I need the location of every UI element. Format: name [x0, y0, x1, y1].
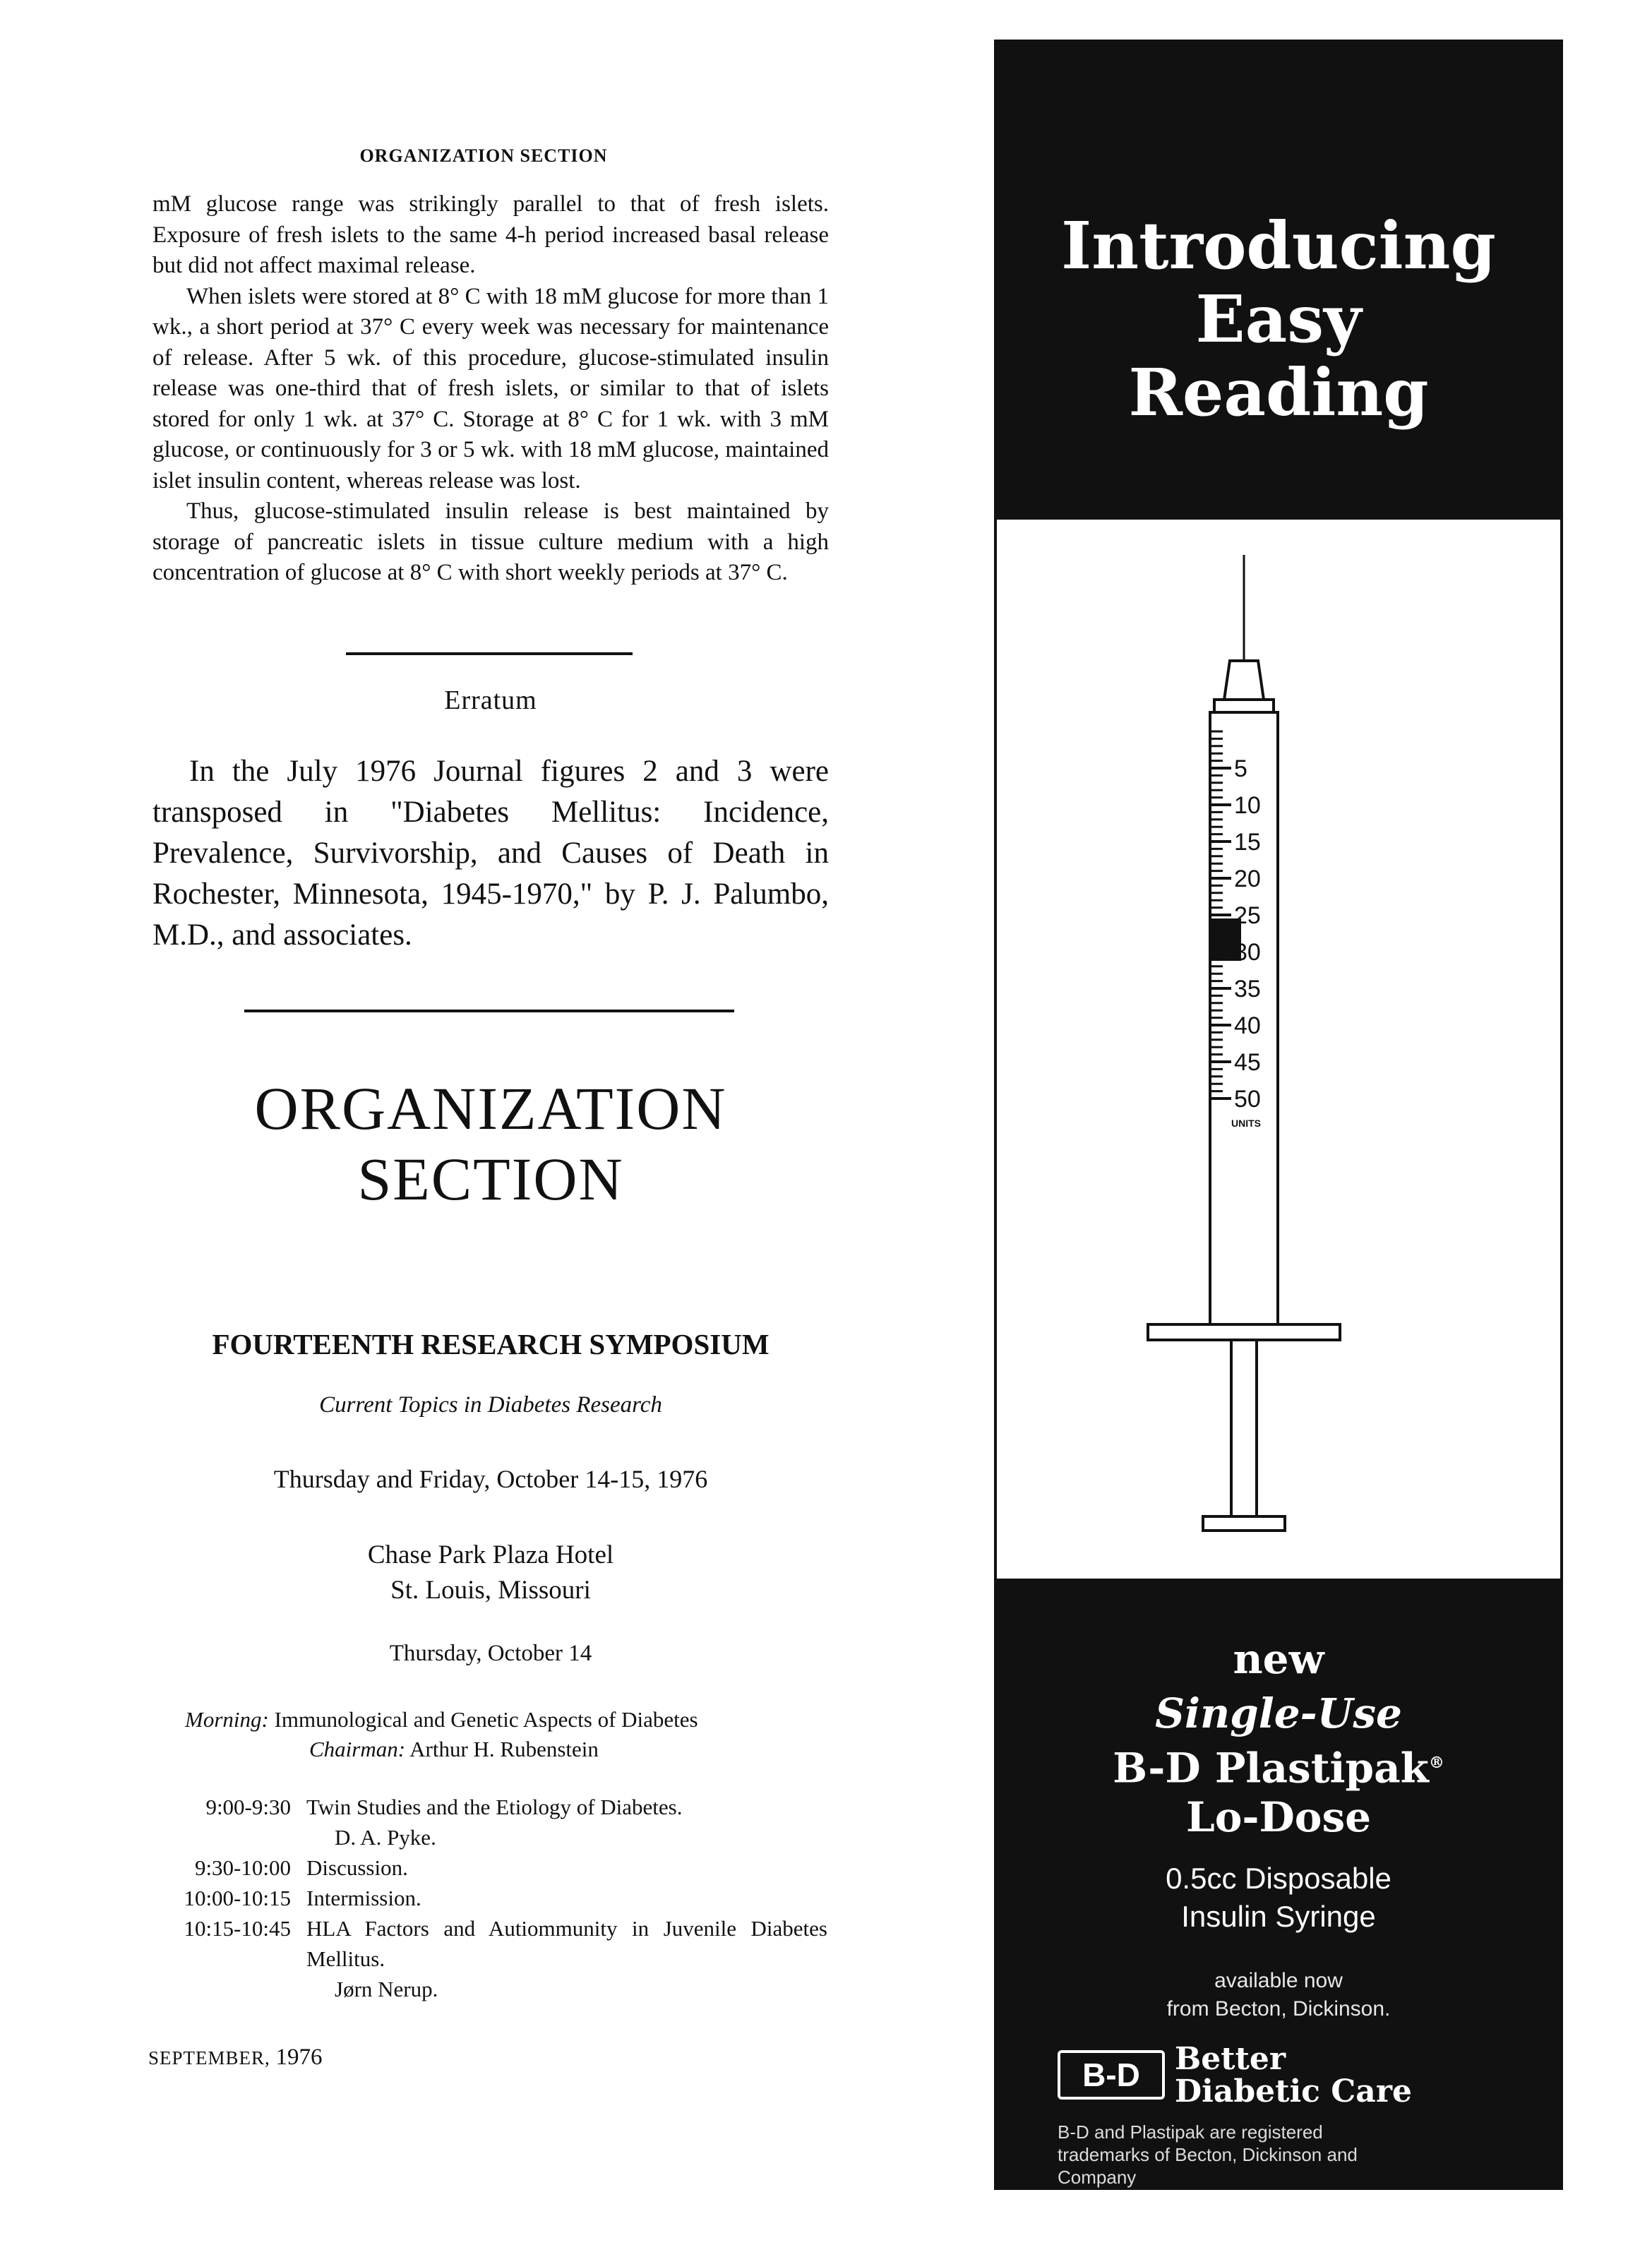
ad-availability: [994, 1967, 1563, 2023]
syringe-scale-label: 25: [1234, 902, 1261, 929]
ad-headline-line-2: Easy: [1195, 281, 1362, 357]
bd-tagline-line-1: Better: [1175, 2041, 1286, 2077]
ad-image-panel: [994, 520, 1563, 1579]
ad-product-line-2: [994, 1738, 1563, 1792]
chairman-label: Chairman:: [309, 1737, 406, 1761]
symposium-subtitle: Current Topics in Diabetes Research: [319, 1392, 662, 1418]
schedule-desc: Discussion.: [306, 1855, 408, 1880]
schedule-row: [150, 1792, 827, 1852]
registered-mark: ®: [1428, 1754, 1444, 1772]
schedule-desc: [306, 1792, 827, 1852]
symposium-title: FOURTEENTH RESEARCH SYMPOSIUM: [212, 1328, 770, 1360]
schedule-row: [150, 1913, 827, 2004]
syringe-scale-label: 35: [1234, 976, 1261, 1002]
syringe-scale-label: 50: [1234, 1086, 1261, 1113]
footer-year: 1976: [275, 2045, 323, 2070]
ad-product-brand: B-D Plastipak: [1113, 1744, 1429, 1792]
syringe-illustration: [997, 520, 1560, 1579]
ad-headline: [994, 209, 1563, 429]
syringe-units-label: UNITS: [1231, 1118, 1261, 1129]
divider-rule: [346, 652, 633, 655]
body-paragraph-2: When islets were stored at 8° C with 18 mM glucose for more than 1 wk., a short period at 37° C every week was necessary for maintenance of release. After 5 wk. of this procedure, glucose-stimulated insulin release was one-third that of fresh islets, or similar to that of islets stored for only 1 wk. at 37° C. Storage at 8° C for 1 wk. with 3 mM glucose, or continuously for 3 or 5 wk. with 18 mM glucose, maintained islet insulin content, whereas release was lost.: [152, 283, 829, 493]
ad-product-line-1: Single-Use: [1155, 1689, 1402, 1737]
schedule-speaker: D. A. Pyke.: [335, 1825, 436, 1850]
schedule-title: HLA Factors and Autiommunity in Juvenile Diabetes Mellitus.: [306, 1916, 827, 1971]
syringe-needle-hub: [1224, 661, 1264, 700]
schedule-time: 10:00-10:15: [184, 1886, 291, 1910]
schedule: [150, 1792, 827, 2004]
ad-avail-line-1: available now: [1214, 1969, 1343, 1992]
ad-desc-line-1: 0.5cc Disposable: [1166, 1862, 1391, 1895]
schedule-speaker: Jørn Nerup.: [335, 1977, 438, 2001]
syringe-scale-label: 30: [1234, 939, 1261, 966]
syringe-scale-label: 15: [1234, 829, 1261, 856]
syringe-scale-label: 20: [1234, 866, 1261, 892]
bd-logo: B-D: [1058, 2050, 1165, 2100]
footer-month: SEPTEMBER,: [148, 2047, 270, 2069]
ad-new-label: new: [1233, 1635, 1324, 1683]
erratum-heading: Erratum: [444, 686, 537, 715]
syringe-scale-label: 45: [1234, 1049, 1261, 1076]
schedule-desc: Intermission.: [306, 1886, 421, 1910]
schedule-title: Twin Studies and the Etiology of Diabetes.: [306, 1795, 683, 1819]
ad-legal-text: [1058, 2121, 1481, 2189]
schedule-desc: [306, 1913, 827, 2004]
ad-headline-line-1: Introducing: [1061, 208, 1496, 284]
syringe-scale-label: 5: [1234, 755, 1247, 782]
ad-legal-line-1: B-D and Plastipak are registered: [1058, 2121, 1323, 2143]
ad-legal-line-3: Company: [1058, 2167, 1137, 2188]
venue-name: Chase Park Plaza Hotel: [367, 1540, 614, 1569]
schedule-time: 9:00-9:30: [205, 1795, 291, 1819]
day-heading: Thursday, October 14: [389, 1641, 592, 1666]
running-head: ORGANIZATION SECTION: [359, 145, 608, 166]
schedule-time: 9:30-10:00: [194, 1855, 291, 1880]
syringe-flange: [1148, 1324, 1340, 1340]
body-paragraph-1: mM glucose range was strikingly parallel to that of fresh islets. Exposure of fresh islets to the same 4-h period increased basal release but did not affect maximal release.: [152, 191, 829, 278]
section-title-line-1: ORGANIZATION: [254, 1074, 727, 1142]
syringe-scale-label: 40: [1234, 1012, 1261, 1039]
ad-product-name: [994, 1689, 1563, 1842]
ad-product-line-3: Lo-Dose: [1185, 1793, 1372, 1842]
advertisement: [994, 40, 1563, 2190]
chairman-name: Arthur H. Rubenstein: [409, 1737, 599, 1761]
section-title: [152, 1073, 829, 1214]
erratum-text: In the July 1976 Journal figures 2 and 3 were transposed in "Diabetes Mellitus: Incidence, Prevalence, Survivorship, and Causes of Death in Rochester, Minnesota, 1945-1970," by P. J. Palumbo, M.D., and associates.: [152, 755, 829, 952]
venue-city: St. Louis, Missouri: [390, 1576, 591, 1605]
ad-description: [994, 1860, 1563, 1936]
ad-legal-line-2: trademarks of Becton, Dickinson and: [1058, 2144, 1358, 2165]
morning-session: [185, 1707, 820, 1732]
syringe-collar: [1214, 700, 1274, 712]
section-title-line-2: SECTION: [357, 1145, 624, 1213]
bd-tagline: [1175, 2043, 1507, 2108]
ad-footer-panel: [994, 1579, 1563, 2190]
syringe-plunger-rod: [1231, 1340, 1257, 1516]
syringe-plunger-thumb: [1203, 1516, 1285, 1531]
schedule-row: [150, 1883, 827, 1913]
schedule-time: 10:15-10:45: [184, 1916, 291, 1941]
ad-avail-line-2: from Becton, Dickinson.: [1166, 1997, 1391, 2020]
ad-headline-line-3: Reading: [1128, 354, 1429, 431]
chairman-line: [309, 1737, 818, 1762]
venue-block: [152, 1538, 829, 1608]
syringe-scale-label: 10: [1234, 792, 1261, 819]
morning-label: Morning:: [185, 1707, 269, 1732]
ad-desc-line-2: Insulin Syringe: [1181, 1900, 1376, 1933]
page-footer: [148, 2045, 323, 2071]
symposium-dates: Thursday and Friday, October 14-15, 1976: [273, 1465, 708, 1493]
article-body: [152, 189, 829, 589]
divider-rule: [244, 1010, 734, 1012]
ad-header-panel: [994, 40, 1563, 520]
schedule-row: [150, 1852, 827, 1883]
morning-topic: Immunological and Genetic Aspects of Diabetes: [274, 1707, 698, 1732]
body-paragraph-3: Thus, glucose-stimulated insulin release is best maintained by storage of pancreatic islets in tissue culture medium with a high concentration of glucose at 8° C with short weekly periods at 37° C.: [152, 498, 829, 585]
bd-tagline-line-2: Diabetic Care: [1175, 2073, 1412, 2109]
